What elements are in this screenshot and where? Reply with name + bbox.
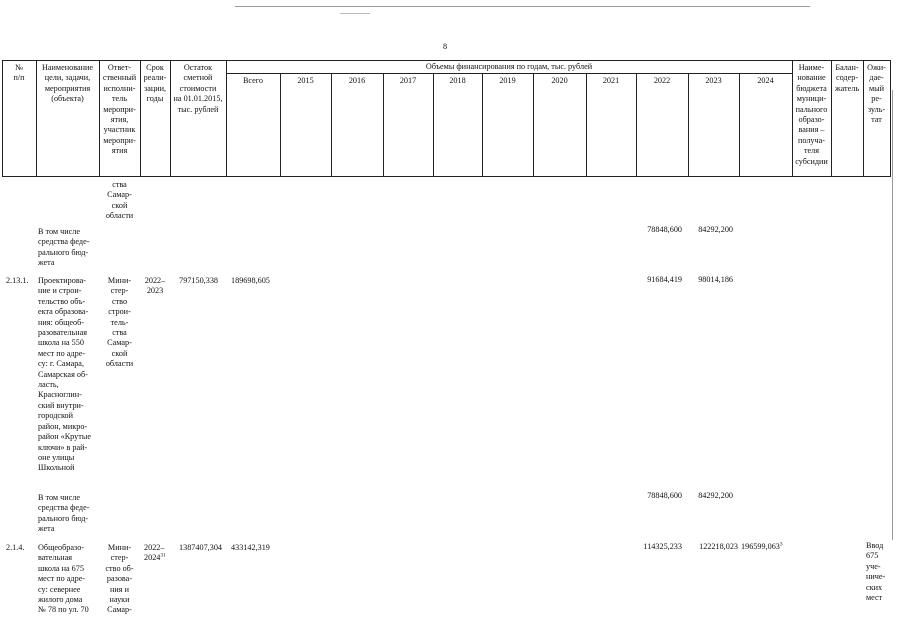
item-term-footnote: 31 <box>160 552 166 559</box>
item-term <box>144 543 166 564</box>
header-funding-title: Объемы финансирования по годам, тыс. рублей <box>425 62 593 71</box>
header-number: № п/п <box>13 63 25 83</box>
header-name: Наименование цели, задачи, мероприятия (объекта) <box>41 63 93 104</box>
item-2024-text: 196599,063 <box>741 542 780 551</box>
header-year-2018: 2018 <box>449 76 466 85</box>
header-year-2019: 2019 <box>499 76 516 85</box>
item-total: 189698,605 <box>231 276 270 285</box>
item-number: 2.1.4. <box>6 543 25 552</box>
federal-budget-2023: 84292,200 <box>698 491 733 500</box>
item-2023: 98014,186 <box>698 275 733 284</box>
header-budget-name: Наиме- нование бюджета муници- пального образо- вания – получа- теля субсидии <box>795 63 828 166</box>
header-year-2023: 2023 <box>705 76 722 85</box>
header-year-2020: 2020 <box>551 76 568 85</box>
header-term: Срок реали- зации, годы <box>143 63 167 104</box>
item-total: 433142,319 <box>231 543 270 552</box>
federal-budget-2023: 84292,200 <box>698 225 733 234</box>
item-remaining-cost: 1387407,304 <box>179 543 222 552</box>
item-name: Общеобразо- вательная школа на 675 мест по адре- су: севернее жилого дома № 78 по ул. 70 <box>38 543 89 615</box>
item-2022: 91684,419 <box>647 275 682 284</box>
item-expected-result: Ввод 675 уче- ниче- ских мест <box>866 541 886 603</box>
item-term-text: 2022– 2024 <box>144 543 165 563</box>
item-responsible: Мини- стер- ство об- разова- ния и науки Самар- <box>105 543 134 615</box>
item-number: 2.13.1. <box>6 276 29 285</box>
item-term: 2022– 2023 <box>144 276 166 296</box>
item-2024 <box>741 542 783 552</box>
federal-budget-2022: 78848,600 <box>647 491 682 500</box>
header-total: Всего <box>242 76 264 85</box>
federal-budget-label: В том числе средства феде- рального бюд- жета <box>38 227 90 268</box>
header-year-2021: 2021 <box>602 76 620 85</box>
item-2023: 122218,023 <box>699 542 738 551</box>
header-balance-holder: Балан- содер- жатель <box>834 63 860 93</box>
item-remaining-cost: 797150,338 <box>179 276 218 285</box>
header-year-2024: 2024 <box>757 76 774 85</box>
federal-budget-2022: 78848,600 <box>647 225 682 234</box>
header-year-2015: 2015 <box>297 76 314 85</box>
header-expected-result: Ожи- дае- мый ре- зуль- тат <box>867 63 886 125</box>
item-responsible: Мини- стер- ство строи- тель- ства Самар- ской области <box>105 276 134 369</box>
continued-responsible: ства Самар- ской области <box>105 180 134 221</box>
page-number: 8 <box>443 42 448 51</box>
item-2024-footnote: 3 <box>779 541 783 548</box>
header-year-2016: 2016 <box>348 76 366 85</box>
header-year-2022: 2022 <box>653 76 671 85</box>
federal-budget-label: В том числе средства феде- рального бюд- жета <box>38 493 90 534</box>
header-responsible: Ответ- ственный исполни- тель меропри- ятия, участник меропри- ятия <box>102 63 137 156</box>
header-remaining-cost: Остаток сметной стоимости на 01.01.2015, тыс. рублей <box>173 63 223 114</box>
item-name: Проектирова- ние и строи- тельство объ- екта образова- ния: общеоб- разовательная школа на 550 мест по адре- су: г. Самара, Самарская об- ласть, Красноглин- ский внутри- городской район, микро- район «Крутые ключи» в рай- оне улицы Школьной <box>38 276 91 473</box>
header-year-2017: 2017 <box>399 76 417 85</box>
item-2022: 114325,233 <box>643 542 682 551</box>
